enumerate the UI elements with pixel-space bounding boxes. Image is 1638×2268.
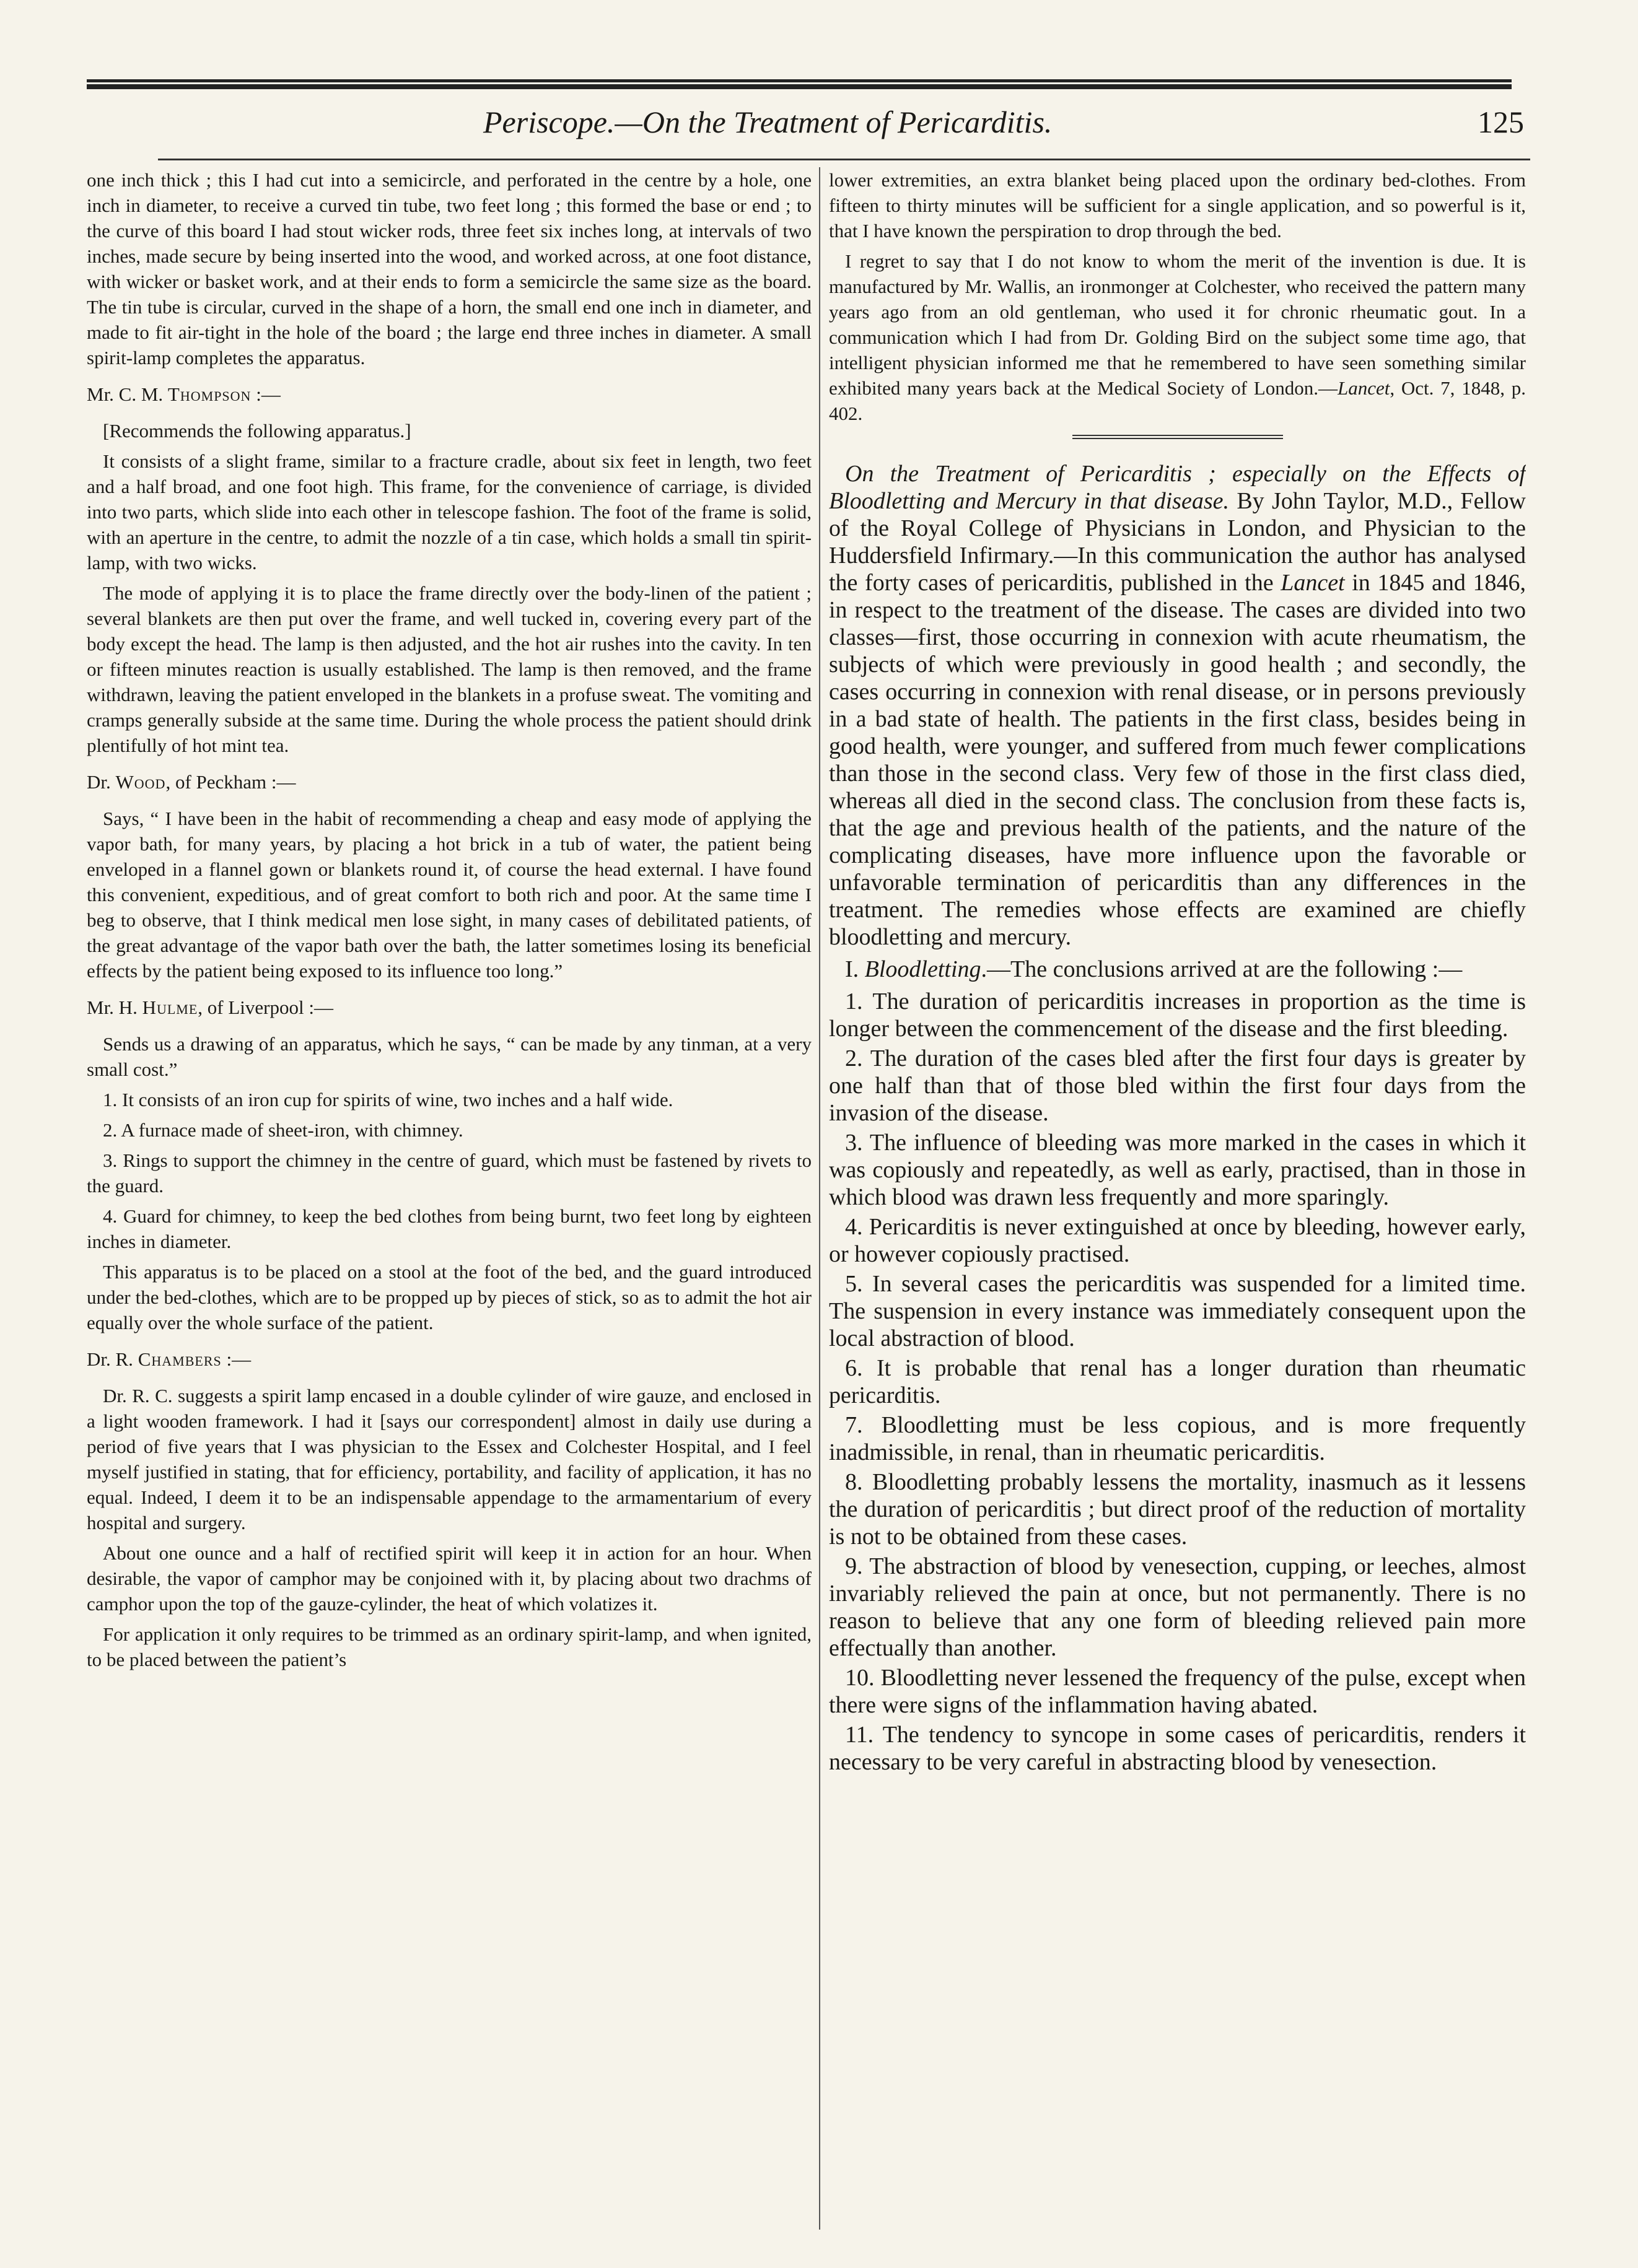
paragraph: Sends us a drawing of an apparatus, which he says, “ can be made by any tinman, at a very small cost.”	[87, 1033, 812, 1080]
list-item: 4. Pericarditis is never extinguished at once by bleeding, however early, or however copiously practised.	[829, 1214, 1526, 1267]
subsection-heading: I. Bloodletting.—The conclusions arrived at are the following :—	[845, 956, 1463, 982]
column-divider	[819, 167, 820, 2230]
paragraph: This apparatus is to be placed on a stool at the foot of the bed, and the guard introduced under the bed-clothes, which are to be propped up by pieces of stick, so as to admit the hot air equally over the whole surface of the patient.	[87, 1261, 812, 1333]
running-head	[0, 104, 1638, 154]
section-heading-chambers: Dr. R. Chambers :—	[87, 1348, 252, 1370]
section-heading-thompson: Mr. C. M. Thompson :—	[87, 383, 281, 405]
list-item: 9. The abstraction of blood by venesection, cupping, or leeches, almost invariably relieved the pain at once, but not permanently. There is no reason to believe that any one form of bleeding relieved pain more effectually than another.	[829, 1553, 1526, 1661]
section-heading-hulme: Mr. H. Hulme, of Liverpool :—	[87, 997, 333, 1018]
paragraph: [Recommends the following apparatus.]	[103, 420, 411, 442]
list-item: 3. The influence of bleeding was more marked in the cases in which it was copiously and repeatedly, as well as early, practised, than in those in which blood was drawn less frequently and more sparingly.	[829, 1130, 1526, 1210]
left-column	[87, 167, 812, 2230]
paragraph: About one ounce and a half of rectified spirit will keep it in action for an hour. When desirable, the vapor of camphor may be conjoined with it, by placing about two drachms of camphor upon the top of the gauze-cylinder, the heat of which volatizes it.	[87, 1542, 812, 1615]
section-heading-wood: Dr. Wood, of Peckham :—	[87, 771, 296, 793]
paragraph: It consists of a slight frame, similar to a fracture cradle, about six feet in length, two feet and a half broad, and one foot high. This frame, for the convenience of carriage, is divided into two parts, which slide into each other in telescope fashion. The foot of the frame is solid, with an aperture in the centre, to admit the nozzle of a tin case, which holds a small tin spirit-lamp, with two wicks.	[87, 450, 812, 574]
list-item: 1. It consists of an iron cup for spirits of wine, two inches and a half wide.	[103, 1089, 673, 1110]
list-item: 2. A furnace made of sheet-iron, with chimney.	[103, 1119, 463, 1141]
paragraph: Dr. R. C. suggests a spirit lamp encased in a double cylinder of wire gauze, and enclosed in a light wooden framework. I had it [says our correspondent] almost in daily use during a period of five years that I was physician to the Essex and Colchester Hospital, and I feel myself justified in stating, that for efficiency, portability, and facility of application, it has no equal. Indeed, I deem it to be an indispensable appendage to the armamentarium of every hospital and surgery.	[87, 1385, 812, 1533]
running-title: Periscope.—On the Treatment of Pericarditis.	[483, 105, 1053, 139]
list-item: 5. In several cases the pericarditis was suspended for a limited time. The suspension in every instance was immediately consequent upon the local abstraction of blood.	[829, 1271, 1526, 1351]
list-item: 10. Bloodletting never lessened the frequency of the pulse, except when there were signs of the inflammation having abated.	[829, 1665, 1526, 1718]
section-divider	[1072, 435, 1283, 439]
paragraph: The mode of applying it is to place the frame directly over the body-linen of the patient ; several blankets are then put over the frame, and well tucked in, covering every part of the body except the head. The lamp is then adjusted, and the hot air rushes into the cavity. In ten or fifteen minutes reaction is usually established. The lamp is then removed, and the frame withdrawn, leaving the patient enveloped in the blankets in a profuse sweat. The vomiting and cramps generally subside at the same time. During the whole process the patient should drink plentifully of hot mint tea.	[87, 582, 812, 756]
article-intro: On the Treatment of Pericarditis ; especially on the Effects of Bloodletting and Mercury in that disease. By John Taylor, M.D., Fellow of the Royal College of Physicians in London, and Physician to the Huddersfield Infirmary.—In this communication the author has analysed the forty cases of pericarditis, published in the Lancet in 1845 and 1846, in respect to the treatment of the disease. The cases are divided into two classes—first, those occurring in connexion with acute rheumatism, the subjects of which were previously in good health ; and secondly, the cases occurring in connexion with renal disease, or in persons previously in a bad state of health. The patients in the first class, besides being in good health, were younger, and suffered from much fewer complications than those in the second class. Very few of those in the first class died, whereas all died in the second class. The conclusion from these facts is, that the age and previous health of the patients, and the nature of the complicating diseases, have more influence upon the favorable or unfavorable termination of pericarditis than any differences in the treatment. The remedies whose effects are examined are chiefly bloodletting and mercury.	[829, 461, 1526, 950]
list-item: 3. Rings to support the chimney in the centre of guard, which must be fastened by rivets to the guard.	[87, 1149, 812, 1197]
paragraph: Says, “ I have been in the habit of recommending a cheap and easy mode of applying the vapor bath, for many years, by placing a hot brick in a tub of water, the patient being enveloped in a flannel gown or blankets round it, of course the head external. I have found this convenient, expeditious, and of great comfort to both rich and poor. At the same time I beg to observe, that I think medical men lose sight, in many cases of debilitated patients, of the great advantage of the vapor bath over the bath, the latter sometimes losing its beneficial effects by the patient being exposed to its influence too long.”	[87, 808, 812, 982]
list-item: 6. It is probable that renal has a longer duration than rheumatic pericarditis.	[829, 1355, 1526, 1408]
list-item: 7. Bloodletting must be less copious, and is more frequently inadmissible, in renal, than in rheumatic pericarditis.	[829, 1412, 1526, 1465]
article-title: On the Treatment of Pericarditis ; especially on the Effects of Bloodletting and Mercury in that disease.	[829, 461, 1526, 514]
list-item: 4. Guard for chimney, to keep the bed clothes from being burnt, two feet long by eighteen inches in diameter.	[87, 1205, 812, 1252]
paragraph: lower extremities, an extra blanket being placed upon the ordinary bed-clothes. From fifteen to thirty minutes will be sufficient for a single application, and so powerful is it, that I have known the perspiration to drop through the bed.	[829, 169, 1526, 242]
list-item: 2. The duration of the cases bled after the first four days is greater by one half than that of those bled within the first four days from the invasion of the disease.	[829, 1045, 1526, 1126]
paragraph: I regret to say that I do not know to whom the merit of the invention is due. It is manufactured by Mr. Wallis, an ironmonger at Colchester, who received the pattern many years ago from an old gentleman, who used it for chronic rheumatic gout. In a communication which I had from Dr. Golding Bird on the subject some time ago, that intelligent physician informed me that he remembered to have seen something similar exhibited many years back at the Medical Society of London.—Lancet, Oct. 7, 1848, p. 402.	[829, 250, 1526, 424]
paragraph: For application it only requires to be trimmed as an ordinary spirit-lamp, and when ignited, to be placed between the patient’s	[87, 1623, 812, 1670]
right-column	[829, 167, 1526, 2230]
page-number: 125	[1478, 105, 1524, 139]
header-rule	[158, 159, 1530, 160]
list-item: 8. Bloodletting probably lessens the mortality, inasmuch as it lessens the duration of pericarditis ; but direct proof of the reduction of mortality is not to be obtained from these cases.	[829, 1469, 1526, 1550]
header-double-rule	[87, 79, 1512, 89]
list-item: 11. The tendency to syncope in some cases of pericarditis, renders it necessary to be very careful in abstracting blood by venesection.	[829, 1722, 1526, 1775]
paragraph: one inch thick ; this I had cut into a semicircle, and perforated in the centre by a hole, one inch in diameter, to receive a curved tin tube, two feet long ; this formed the base or end ; to the curve of this board I had stout wicker rods, three feet six inches long, at intervals of two inches, made secure by being inserted into the wood, and worked across, at one foot distance, with wicker or basket work, and at their ends to form a semicircle the same size as the board. The tin tube is circular, curved in the shape of a horn, the small end one inch in diameter, and made to fit air-tight in the hole of the board ; the large end three inches in diameter. A small spirit-lamp completes the apparatus.	[87, 169, 812, 369]
list-item: 1. The duration of pericarditis increases in proportion as the time is longer between the commencement of the disease and the first bleeding.	[829, 988, 1526, 1042]
